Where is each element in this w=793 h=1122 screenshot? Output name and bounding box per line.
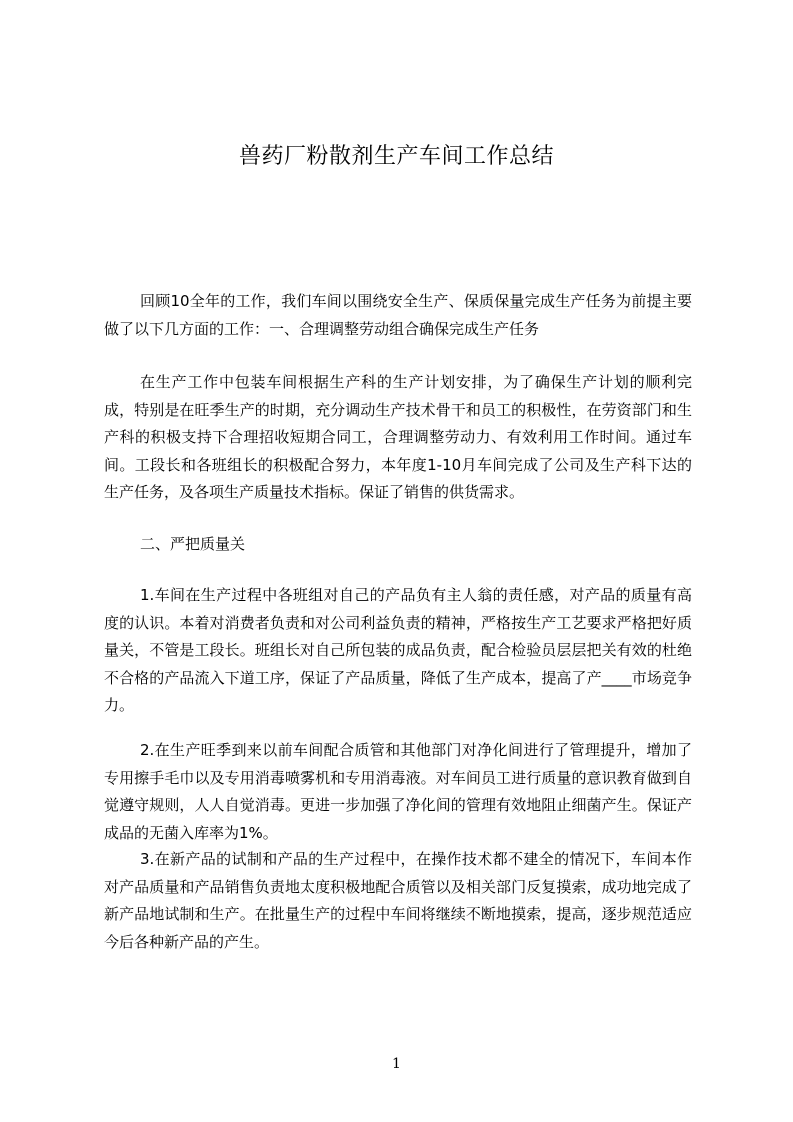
paragraph-intro: 回顾10全年的工作，我们车间以围绕安全生产、保质保量完成生产任务为前提主要做了以下几方面的工作：一、合理调整劳动组合确保完成生产任务: [104, 292, 692, 338]
paragraph-production-tasks: 在生产工作中包装车间根据生产科的生产计划安排，为了确保生产计划的顺利完成，特别是在旺季生产的时期，充分调动生产技术骨干和员工的积极性，在劳资部门和生产科的积极支持下合理招收短期合同工，合理调整劳动力、有效利用工作时间。通过车间。工段长和各班组长的积极配合努力，本年度1-10月车间完成了公司及生产科下达的生产任务，及各项生产质量技术指标。保证了销售的供货需求。: [104, 373, 692, 501]
section-heading-quality: 二、严把质量关: [140, 535, 246, 553]
paragraph-quality-point-1: 1.车间在生产过程中各班组对自己的产品负有主人翁的责任感，对产品的质量有高度的认识。本着对消费者负责和对公司利益负责的精神，严格按生产工艺要求严格把好质量关，不管是工段长。班组长对自己所包装的成品负责，配合检验员层层把关有效的杜绝不合格的产品流入下道工序，保证了产品质量，降低了生产成本，提高了产____市场竞争力。: [104, 586, 692, 714]
paragraph-quality-point-3: 3.在新产品的试制和产品的生产过程中，在操作技术都不建全的情况下，车间本作对产品质量和产品销售负责地太度积极地配合质管以及相关部门反复摸索，成功地完成了新产品地试制和生产。在批量生产的过程中车间将继续不断地摸索，提高，逐步规范适应今后各种新产品的产生。: [104, 850, 692, 951]
page-number: 1: [392, 1056, 401, 1072]
document-title: 兽药厂粉散剂生产车间工作总结: [238, 144, 554, 169]
paragraph-quality-point-2: 2.在生产旺季到来以前车间配合质管和其他部门对净化间进行了管理提升，增加了专用擦手毛巾以及专用消毒喷雾机和专用消毒液。对车间员工进行质量的意识教育做到自觉遵守规则，人人自觉消毒。更进一步加强了净化间的管理有效地阻止细菌产生。保证产成品的无菌入库率为1%。: [104, 741, 692, 842]
